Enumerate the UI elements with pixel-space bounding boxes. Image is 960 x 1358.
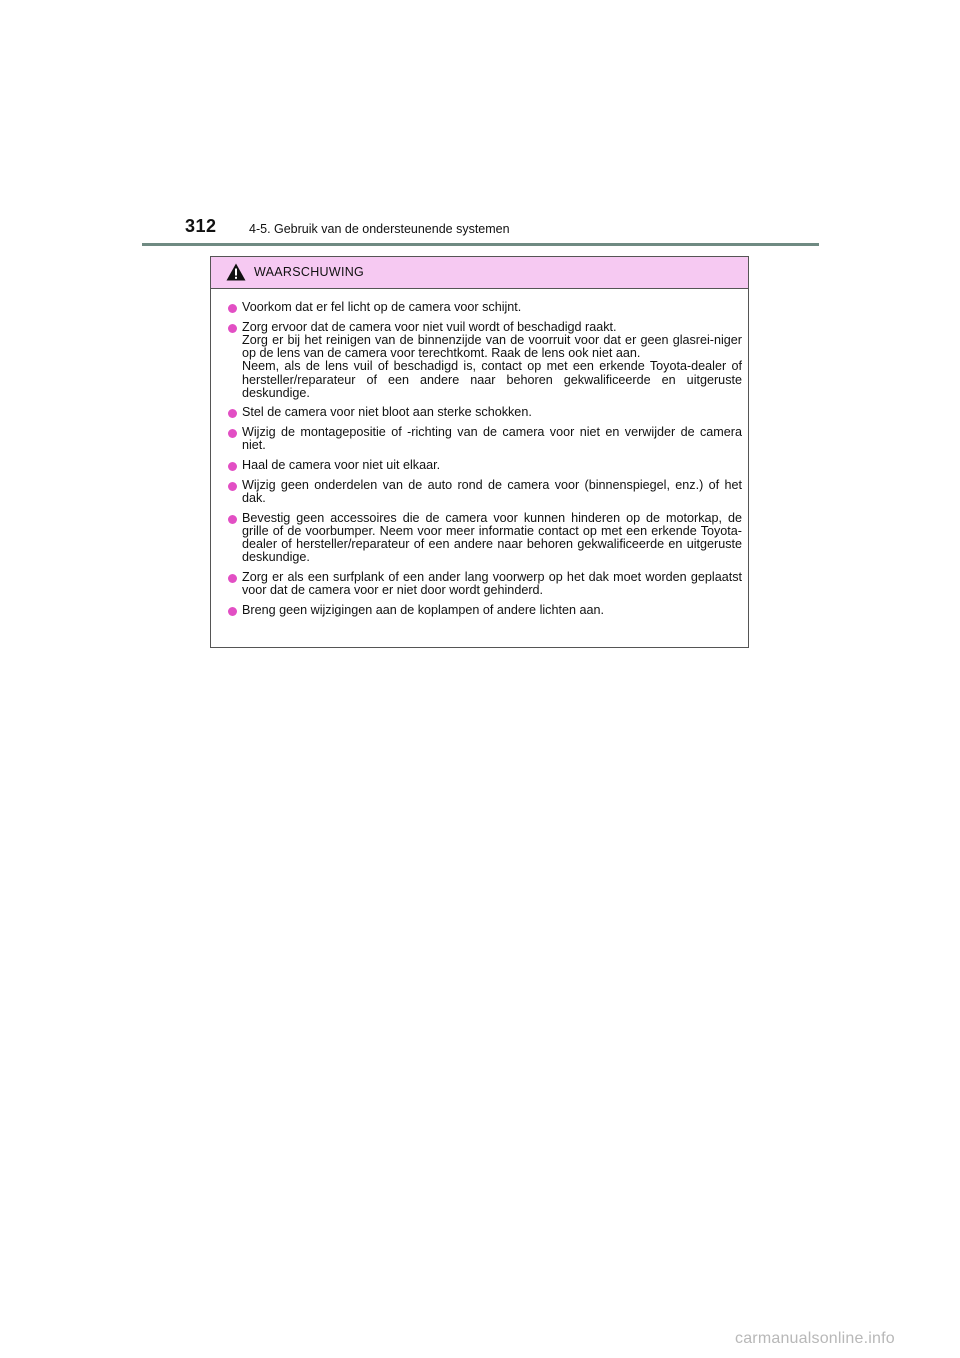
warning-item — [228, 459, 742, 472]
page-number: 312 — [185, 216, 217, 236]
warning-item — [228, 571, 742, 597]
warning-item-text: Neem, als de lens vuil of beschadigd is, contact op met een erkende Toyota-dealer of hersteller/reparateur of een andere naar behoren gekwalificeerde en uitgeruste deskundige. — [242, 359, 742, 400]
warning-item — [228, 512, 742, 565]
warning-item — [228, 479, 742, 505]
bullet-icon — [228, 304, 237, 313]
warning-item-text: Zorg ervoor dat de camera voor niet vuil wordt of beschadigd raakt. — [242, 319, 617, 334]
warning-header — [211, 257, 748, 289]
warning-item — [228, 301, 742, 314]
warning-item-text: Wijzig de montagepositie of -richting van de camera voor niet en verwijder de camera niet. — [242, 425, 742, 453]
warning-label: WAARSCHUWING — [254, 265, 365, 279]
warning-item-text: Stel de camera voor niet bloot aan sterke schokken. — [242, 405, 532, 420]
header-divider — [142, 243, 819, 246]
warning-item-text: Zorg er als een surfplank of een ander lang voorwerp op het dak moet worden geplaatst voor dat de camera voor er niet door wordt gehinderd. — [242, 569, 742, 598]
bullet-icon — [228, 462, 237, 471]
warning-list — [211, 289, 748, 617]
warning-triangle-icon — [226, 263, 246, 281]
warning-item — [228, 604, 742, 617]
warning-item-text: Haal de camera voor niet uit elkaar. — [242, 458, 441, 473]
warning-item-text: Breng geen wijzigingen aan de koplampen of andere lichten aan. — [242, 602, 604, 617]
warning-item — [228, 426, 742, 452]
warning-item-text: Voorkom dat er fel licht op de camera voor schijnt. — [242, 300, 522, 314]
warning-item-text: Zorg er bij het reinigen van de binnenzijde van de voorruit voor dat er geen glasrei-niger op de lens van de camera voor terechtkomt. Raak de lens ook niet aan. — [242, 332, 742, 361]
bullet-icon — [228, 515, 237, 524]
warning-item-text: Wijzig geen onderdelen van de auto rond de camera voor (binnenspiegel, enz.) of het dak. — [242, 477, 742, 505]
watermark-logo: carmanualsonline.info — [735, 1330, 895, 1347]
warning-item — [228, 406, 742, 419]
bullet-icon — [228, 409, 237, 418]
section-title: 4-5. Gebruik van de ondersteunende systemen — [249, 222, 510, 236]
warning-item — [228, 321, 742, 400]
bullet-icon — [228, 607, 237, 616]
bullet-icon — [228, 429, 237, 438]
bullet-icon — [228, 324, 237, 333]
bullet-icon — [228, 574, 237, 583]
warning-box — [210, 256, 749, 648]
warning-item-text: Bevestig geen accessoires die de camera voor kunnen hinderen op de motorkap, de grille of de voorbumper. Neem voor meer informatie contact op met een erkende Toyota-dealer of hersteller/reparateur of een andere naar behoren gekwalificeerde en uitgeruste deskundige. — [242, 510, 742, 565]
bullet-icon — [228, 482, 237, 491]
